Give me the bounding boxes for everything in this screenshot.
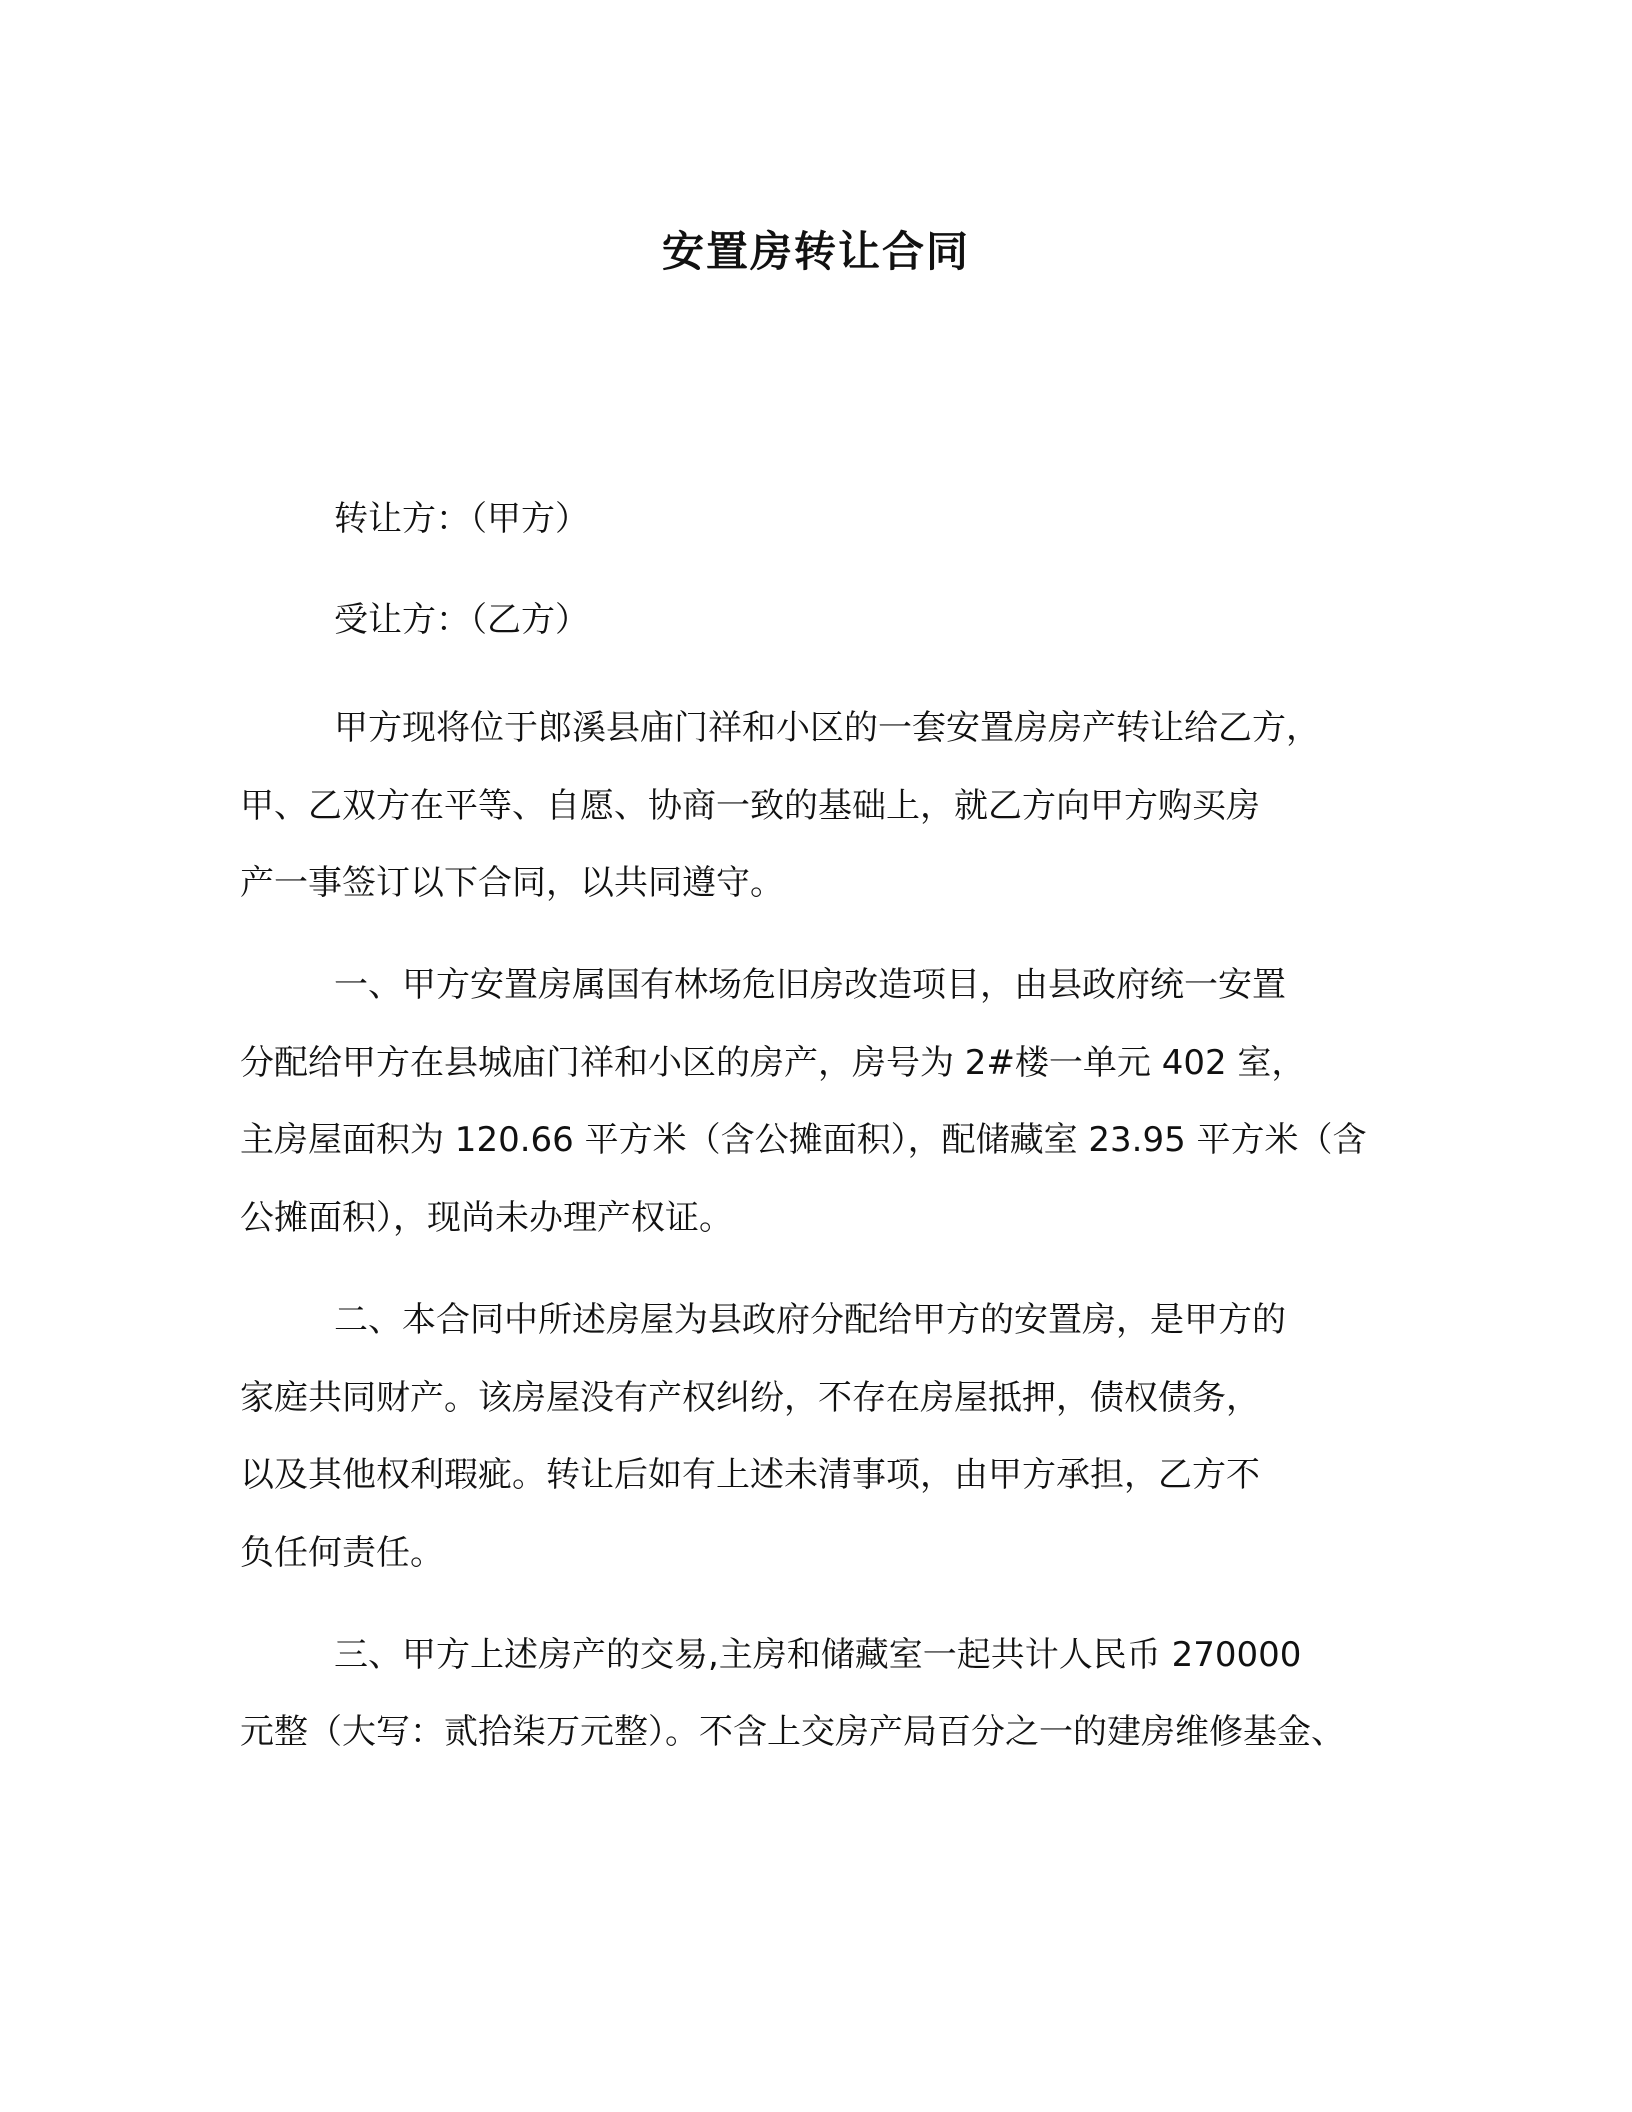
transferee-line: 受让方：（乙方） [334,600,589,640]
document-title: 安置房转让合同 [661,227,970,276]
clause-line: 元整（大写：贰拾柒万元整）。不含上交房产局百分之一的建房维修基金、 [240,1712,1345,1752]
clause-line: 一、甲方安置房属国有林场危旧房改造项目，由县政府统一安置 [334,965,1286,1005]
clause-line: 分配给甲方在县城庙门祥和小区的房产，房号为 2#楼一单元 402 室， [240,1043,1306,1083]
clause-line: 负任何责任。 [240,1533,444,1573]
clause-line: 三、甲方上述房产的交易,主房和储藏室一起共计人民币 270000 [334,1635,1302,1675]
transferor-line: 转让方：（甲方） [334,499,589,539]
clause-line: 公摊面积），现尚未办理产权证。 [240,1198,733,1238]
clause-line: 主房屋面积为 120.66 平方米（含公摊面积），配储藏室 23.95 平方米（含 [240,1120,1367,1160]
paragraph-line: 甲方现将位于郎溪县庙门祥和小区的一套安置房房产转让给乙方， [334,708,1320,748]
paragraph-line: 甲、乙双方在平等、自愿、协商一致的基础上，就乙方向甲方购买房 [240,786,1260,826]
paragraph-line: 产一事签订以下合同，以共同遵守。 [240,863,784,903]
clause-line: 以及其他权利瑕疵。转让后如有上述未清事项，由甲方承担，乙方不 [240,1455,1260,1495]
clause-line: 二、本合同中所述房屋为县政府分配给甲方的安置房，是甲方的 [334,1300,1286,1340]
clause-line: 家庭共同财产。该房屋没有产权纠纷，不存在房屋抵押，债权债务， [240,1378,1260,1418]
